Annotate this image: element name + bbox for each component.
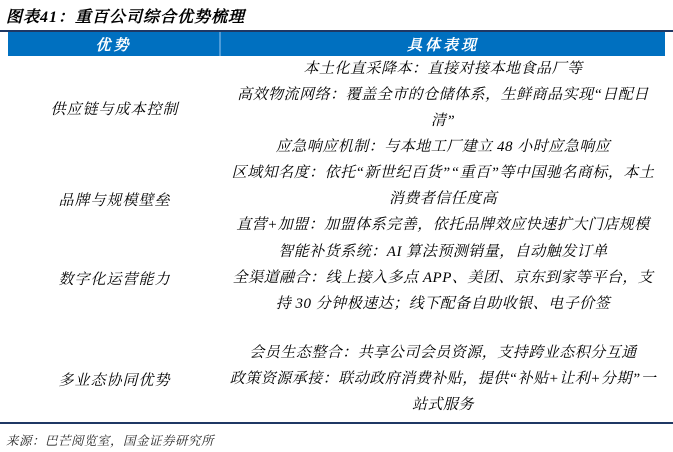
table-row-multi-format — [8, 318, 665, 418]
figure-title: 图表41：重百公司综合优势梳理 — [6, 9, 246, 26]
detail-item: 直营+加盟：加盟体系完善，依托品牌效应快速扩大门店规模 — [236, 217, 650, 233]
detail-item: 应急响应机制：与本地工厂建立 48 小时应急响应 — [275, 139, 611, 155]
detail-item: 区域知名度：依托“新世纪百货”“重百”等中国驰名商标，本土消费者信任度高 — [231, 165, 655, 207]
bottom-rule — [0, 422, 673, 424]
table-header-row — [8, 32, 665, 56]
detail-item: 政策资源承接：联动政府消费补贴，提供“补贴+让利+分期”一站式服务 — [229, 371, 657, 413]
detail-item: 本土化直采降本：直接对接本地食品厂等 — [303, 61, 583, 77]
row-label: 多业态协同优势 — [58, 372, 171, 389]
table-row-digital-ops — [8, 238, 665, 318]
detail-item: 智能补货系统：AI 算法预测销量，自动触发订单 — [278, 244, 608, 260]
row-details — [221, 160, 665, 238]
detail-item: 全渠道融合：线上接入多点 APP、美团、京东到家等平台，支持 30 分钟极速达；线下配备自助收银、电子价签 — [232, 270, 654, 312]
advantages-table — [8, 32, 665, 418]
row-details — [221, 340, 665, 418]
table-row-brand-scale — [8, 160, 665, 238]
row-details — [221, 56, 665, 160]
detail-item: 高效物流网络：覆盖全市的仓储体系，生鲜商品实现“日配日清” — [237, 87, 649, 129]
row-label: 品牌与规模壁垒 — [58, 192, 171, 209]
row-label: 供应链与成本控制 — [50, 101, 179, 118]
row-details — [221, 238, 665, 318]
column-header-detail: 具体表现 — [406, 37, 479, 54]
source-note: 来源：巴芒阅览室，国金证券研究所 — [6, 434, 215, 448]
detail-item: 会员生态整合：共享公司会员资源，支持跨业态积分互通 — [249, 345, 637, 361]
column-header-advantage: 优势 — [8, 32, 221, 56]
row-label: 数字化运营能力 — [58, 271, 171, 288]
table-row-supply-chain — [8, 56, 665, 160]
